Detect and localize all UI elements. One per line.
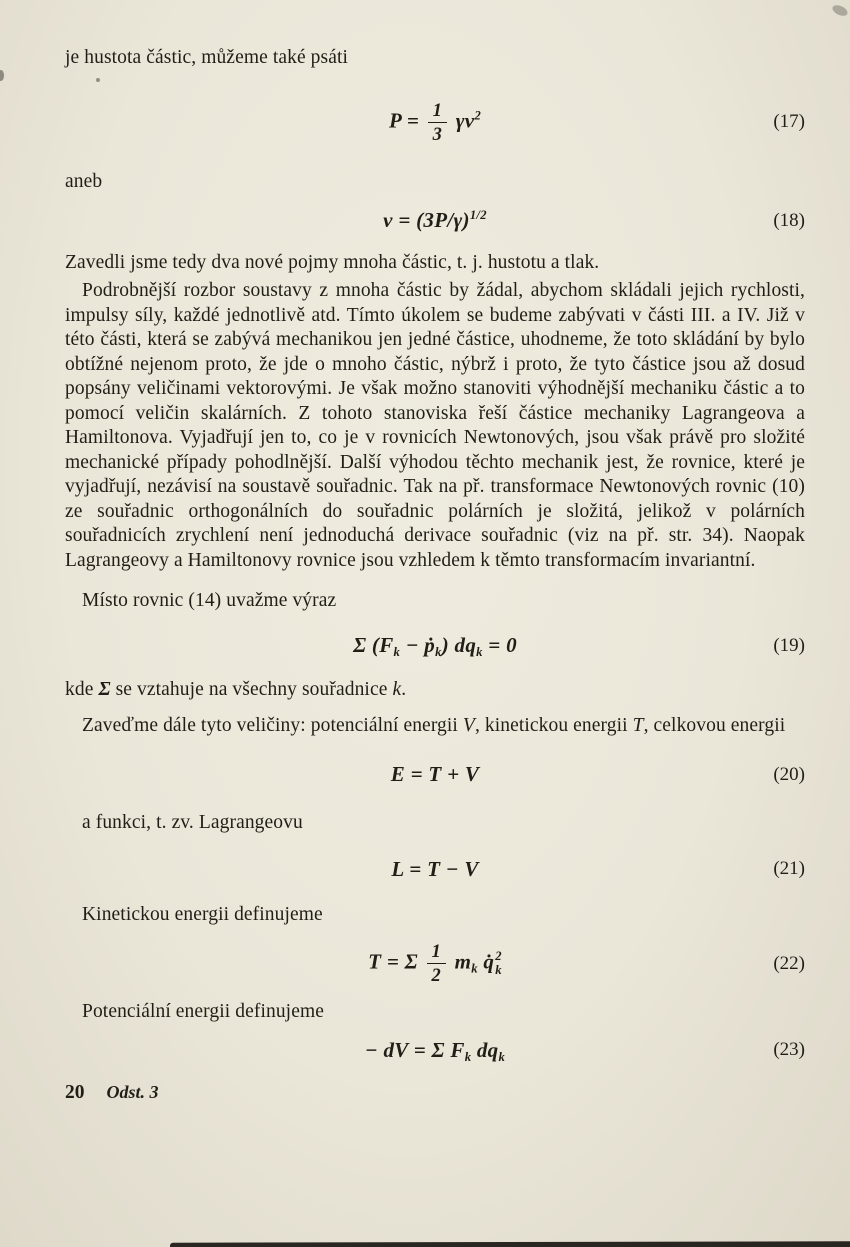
paragraph-zavedli: Zavedli jsme tedy dva nové pojmy mnoha částic, t. j. hustotu a tlak. [65, 251, 600, 273]
scan-corner-artifact [831, 3, 849, 18]
equation-21 [65, 853, 805, 885]
equation-number: (20) [773, 763, 805, 785]
section-label: Odst. 3 [106, 1082, 159, 1103]
variable-k: k [392, 678, 402, 700]
text-run: . [401, 678, 407, 700]
page-footer [65, 1082, 805, 1104]
equation-content: $v = (3P/\gamma)^{1/2}$ [383, 208, 487, 233]
scan-speck-artifact [0, 70, 4, 81]
equation-number: (18) [773, 209, 805, 231]
paragraph-intro: je hustota částic, můžeme také psáti [65, 47, 348, 68]
paragraph-kde [65, 678, 805, 703]
variable-t: T [632, 715, 644, 737]
equation-content: L = T − V [391, 856, 479, 881]
text-run: , kinetickou energii [474, 715, 633, 737]
equation-number: (19) [773, 634, 805, 656]
paragraph-main: Podrobnější rozbor soustavy z mnoha částic by žádal, abychom skládali jejich rychlosti, impulsy síly, každé jednotlivě atd. Tímto úkolem se budeme zabývati v části III. a IV. Již v této části, která se zabývá mechanikou jen jedné částice, uhodneme, že toto skládání by bylo obtížné nejenom proto, že jde o mnoho částic, nýbrž i proto, že tyto částice jsou až dosud popsány veličinami vektorovými. Je však možno stanoviti výhodnější mechaniku částic a to pomocí veličin skalárních. Z tohoto stanoviska řeší částice mechaniky Lagrangeova a Hamiltonova. Vyjadřují jen to, co je v rovnicích Newtonových, jsou však právě pro složité mechanické případy pohodlnější. Další výhodou těchto mechanik jest, že rovnice, které je vyjadřují, nezávisí na soustavě souřadnic. Tak na př. transformace Newtonových rovnic (10) ze souřadnic orthogonálních do souřadnic polárních je složitá, jelikož v polárních souřadnicích zrychlení není jednoduchá derivace souřadnic (viz na př. str. 34). Naopak Lagrangeovy a Hamiltonovy rovnice jsou vzhledem k těmto transformacím invariantní. [65, 280, 805, 571]
paragraph-zavedme [65, 714, 805, 739]
equation-number: (21) [773, 858, 805, 880]
equation-content: P = $\frac{1}{3}$ $\gamma v^2$ [388, 99, 482, 144]
equation-number: (22) [773, 952, 805, 974]
equation-content: T = Σ $\frac{1}{2}$ $m_k$ q̇ 2 k [368, 940, 502, 986]
equation-22 [65, 942, 805, 986]
text-run: , celkovou energii [643, 715, 786, 737]
equation-content: − dV = Σ $F_k$ $dq_k$ [364, 1037, 506, 1064]
text-run: kde [65, 678, 99, 700]
paragraph-kinetickou: Kinetickou energii definujeme [82, 904, 323, 926]
variable-v: V [462, 715, 475, 737]
equation-number: (17) [773, 111, 805, 133]
equation-19 [65, 630, 805, 662]
equation-17 [65, 101, 805, 145]
text-run: se vztahuje na všechny souřadnice [110, 678, 393, 700]
equation-number: (23) [773, 1039, 805, 1061]
equation-20 [65, 759, 805, 791]
paragraph-funkci: a funkci, t. zv. Lagrangeovu [82, 811, 303, 833]
equation-18 [65, 205, 805, 237]
paragraph-potencialni: Potenciální energii definujeme [82, 1000, 324, 1022]
scan-edge-artifact [170, 1241, 850, 1247]
paragraph-misto: Místo rovnic (14) uvažme výraz [82, 590, 337, 612]
text-run: Zaveďme dále tyto veličiny: potenciální energii [82, 715, 463, 737]
equation-content: E = T + V [390, 762, 480, 787]
ink-speck [96, 78, 100, 82]
paragraph-aneb: aneb [65, 171, 103, 193]
page-number: 20 [65, 1082, 85, 1104]
equation-content: Σ ($F_k$ − ṗ$_k$) $dq_k = 0$ [353, 633, 517, 660]
equation-23 [65, 1034, 805, 1066]
sigma-symbol: Σ [98, 678, 111, 700]
